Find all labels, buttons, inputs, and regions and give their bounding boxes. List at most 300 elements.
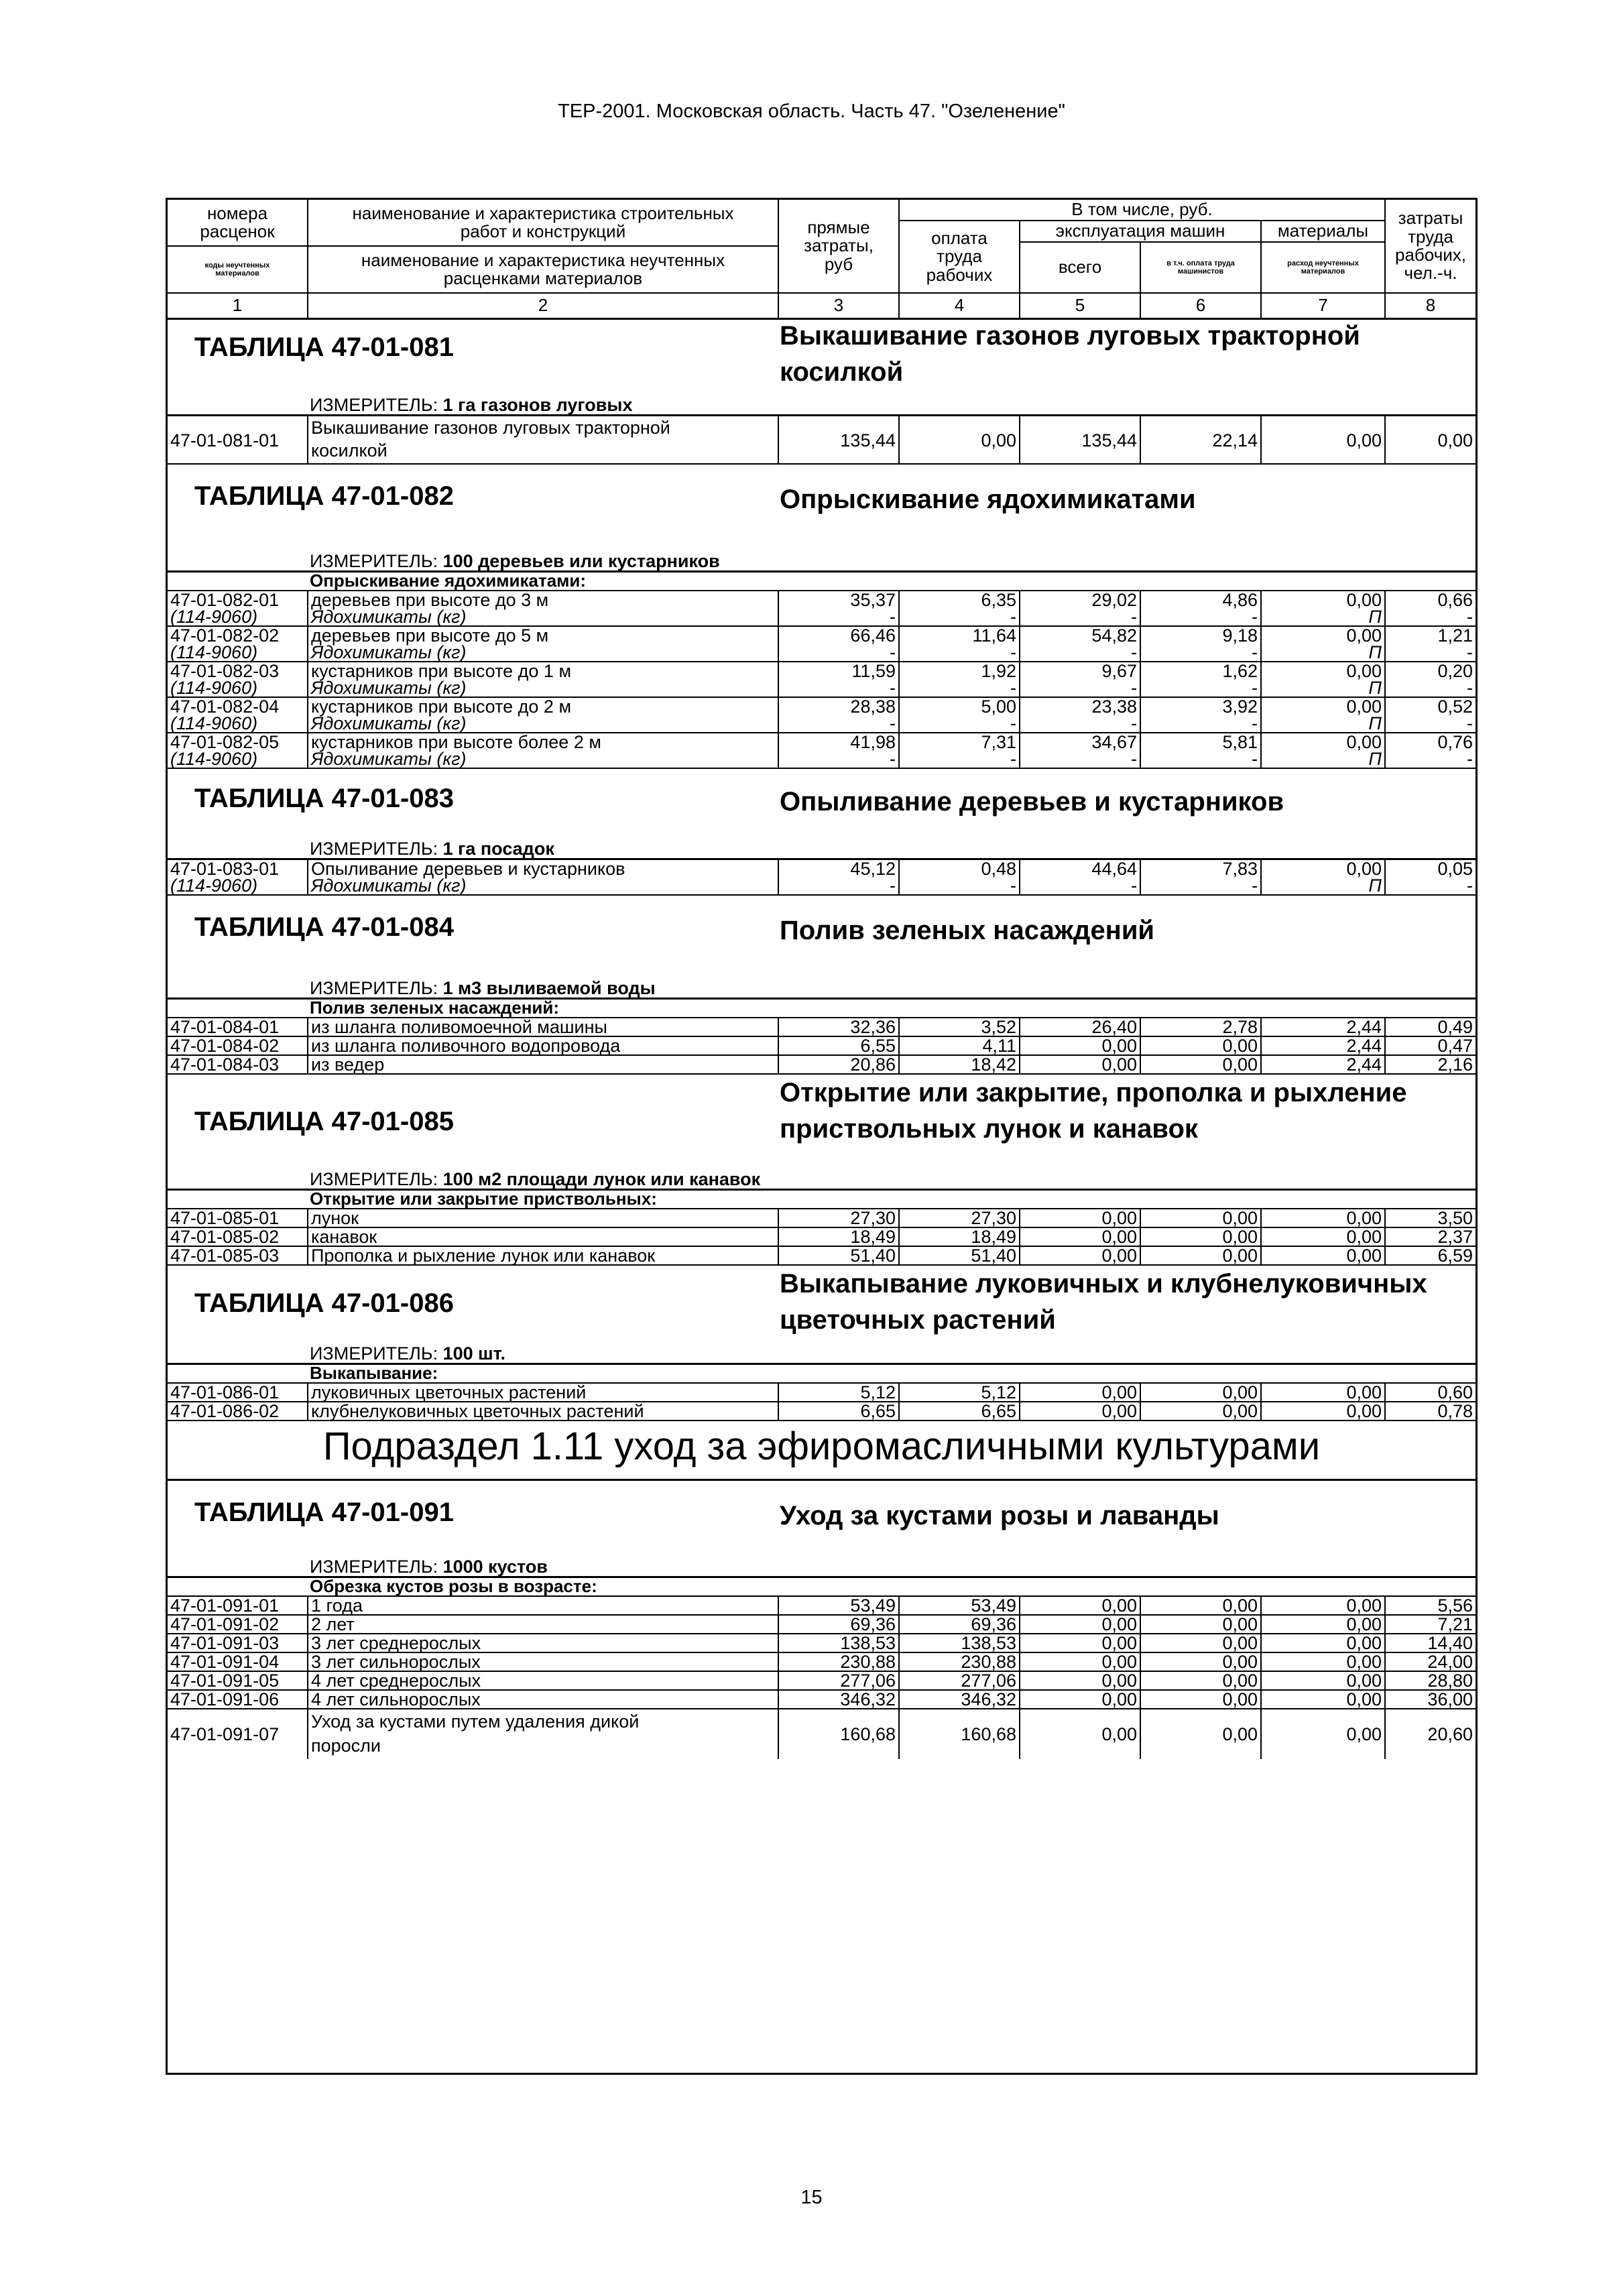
materials-material: П xyxy=(1368,642,1382,662)
labor-pay: 6,65 xyxy=(900,1402,1020,1420)
measure-value: 1 га посадок xyxy=(442,839,554,859)
labor-hours: 24,00 xyxy=(1427,1652,1473,1672)
column-number: 6 xyxy=(1141,294,1262,318)
machines-total: 0,00 xyxy=(1020,1709,1141,1759)
rate-code: 47-01-086-02 xyxy=(168,1402,308,1420)
materials: 0,00 xyxy=(1262,1616,1386,1633)
measure-label: ИЗМЕРИТЕЛЬ: xyxy=(310,839,438,859)
labor-hours: 2,16 xyxy=(1437,1054,1473,1075)
operator-pay: 0,00 xyxy=(1141,1597,1262,1614)
labor-pay: 5,00 xyxy=(981,697,1016,717)
table-code: ТАБЛИЦА 47-01-084 xyxy=(194,912,454,942)
header-material-name xyxy=(308,247,779,294)
rate-description: из шланга поливочного водопровода xyxy=(308,1037,779,1054)
labor-pay: 0,48 xyxy=(981,859,1016,879)
header-text: в т.ч. оплата труда xyxy=(1166,259,1235,267)
materials: 0,00 xyxy=(1346,697,1382,717)
direct-costs: 27,30 xyxy=(779,1209,900,1227)
machines-total: 29,02 xyxy=(1091,590,1137,610)
table-name xyxy=(780,1266,1450,1338)
header-text: номера xyxy=(206,202,268,223)
measure-label: ИЗМЕРИТЕЛЬ: xyxy=(310,395,438,415)
rate-code: 47-01-086-01 xyxy=(168,1384,308,1401)
table-row xyxy=(168,1616,1476,1634)
direct-costs-cell xyxy=(779,627,900,661)
column-number: 8 xyxy=(1425,295,1436,316)
labor-hours-material: - xyxy=(1467,678,1473,698)
table-header xyxy=(168,200,1476,320)
table-name-line: косилкой xyxy=(780,357,904,387)
labor-pay-material: - xyxy=(1010,678,1016,698)
table-row xyxy=(168,1634,1476,1653)
operator-pay-material: - xyxy=(1252,678,1258,698)
header-material-codes xyxy=(168,247,308,294)
rate-code: 47-01-091-03 xyxy=(168,1634,308,1652)
column-number: 2 xyxy=(308,294,779,318)
measure-value: 100 м2 площади лунок или канавок xyxy=(442,1169,761,1189)
machines-total: 26,40 xyxy=(1020,1018,1141,1036)
table-row xyxy=(168,1672,1476,1691)
table-row xyxy=(168,1056,1476,1075)
table-name-line: Выкапывание луковичных и клубнелуковичных xyxy=(780,1269,1427,1298)
operator-pay: 0,00 xyxy=(1141,1056,1262,1073)
table-name-line: цветочных растений xyxy=(780,1305,1056,1335)
header-text: эксплуатация машин xyxy=(1055,221,1225,241)
table-name xyxy=(780,1075,1450,1147)
rate-description: Опыливание деревьев и кустарников xyxy=(311,859,625,879)
operator-pay-cell xyxy=(1141,591,1262,625)
labor-pay-material: - xyxy=(1010,749,1016,769)
table-name: Опрыскивание ядохимикатами xyxy=(780,485,1196,514)
column-number: 4 xyxy=(900,294,1020,318)
direct-costs: 51,40 xyxy=(779,1247,900,1264)
subsection-title: Подраздел 1.11 уход за эфиромасличными культурами xyxy=(322,1425,1321,1468)
table-row xyxy=(168,416,1476,465)
header-text: труда xyxy=(1408,226,1453,247)
rate-code: 47-01-091-05 xyxy=(168,1672,308,1689)
operator-pay-material: - xyxy=(1252,713,1258,733)
materials: 0,00 xyxy=(1262,1597,1386,1614)
rate-code: 47-01-082-03 xyxy=(170,661,280,681)
header-text: материалы xyxy=(1277,221,1369,241)
operator-pay: 7,83 xyxy=(1222,859,1258,879)
table-section-083 xyxy=(168,769,1476,860)
direct-costs-cell xyxy=(779,733,900,768)
materials: 0,00 xyxy=(1262,1709,1386,1759)
labor-pay: 6,35 xyxy=(981,590,1016,610)
rates-table xyxy=(166,198,1478,2075)
labor-hours: 36,00 xyxy=(1427,1689,1473,1709)
labor-pay: 51,40 xyxy=(900,1247,1020,1264)
rate-code-cell xyxy=(168,591,308,625)
direct-costs: 45,12 xyxy=(850,859,896,879)
material-code: (114-9060) xyxy=(170,749,258,769)
operator-pay: 0,00 xyxy=(1141,1709,1262,1759)
labor-pay: 53,49 xyxy=(900,1597,1020,1614)
header-text: рабочих, xyxy=(1395,245,1466,265)
operator-pay: 0,00 xyxy=(1141,1634,1262,1652)
operator-pay: 0,00 xyxy=(1141,1037,1262,1054)
header-text: всего xyxy=(1058,257,1102,278)
materials: 0,00 xyxy=(1346,625,1382,646)
desc-line: Уход за кустами путем удаления дикой xyxy=(311,1711,640,1732)
labor-pay: 18,49 xyxy=(900,1228,1020,1246)
header-text: расход неучтенных xyxy=(1287,259,1359,267)
rate-code-cell xyxy=(168,733,308,768)
direct-costs: 277,06 xyxy=(779,1672,900,1689)
machines-total-material: - xyxy=(1131,678,1137,698)
labor-hours-cell xyxy=(1386,662,1476,697)
subgroup-label: Выкапывание: xyxy=(310,1363,438,1383)
rate-description: деревьев при высоте до 3 м xyxy=(311,590,549,610)
measure-label: ИЗМЕРИТЕЛЬ: xyxy=(310,551,438,571)
rate-description-cell xyxy=(308,627,779,661)
operator-pay: 22,14 xyxy=(1141,416,1262,463)
header-text: материалов xyxy=(1301,267,1345,276)
rate-description-cell xyxy=(308,860,779,894)
rate-description: 1 года xyxy=(308,1597,779,1614)
materials-material: П xyxy=(1368,875,1382,896)
table-code: ТАБЛИЦА 47-01-083 xyxy=(194,784,454,813)
measure-unit xyxy=(310,1169,760,1190)
measure-label: ИЗМЕРИТЕЛЬ: xyxy=(310,1557,438,1577)
rate-code-cell xyxy=(168,662,308,697)
labor-pay-material: - xyxy=(1010,713,1016,733)
rate-description: 4 лет сильнорослых xyxy=(308,1691,779,1708)
labor-pay-material: - xyxy=(1010,875,1016,896)
header-labor-hours xyxy=(1386,200,1476,294)
materials: 0,00 xyxy=(1346,859,1382,879)
direct-costs: 28,38 xyxy=(850,697,896,717)
table-row xyxy=(168,860,1476,896)
operator-pay: 0,00 xyxy=(1141,1653,1262,1671)
rate-code: 47-01-082-02 xyxy=(170,625,280,646)
materials-material: П xyxy=(1368,678,1382,698)
rate-code: 47-01-081-01 xyxy=(168,416,308,463)
desc-line: поросли xyxy=(311,1736,381,1756)
subsection-heading xyxy=(168,1421,1476,1481)
header-text: рабочих xyxy=(926,264,993,285)
measure-unit xyxy=(310,551,720,572)
header-text: чел.-ч. xyxy=(1404,263,1457,284)
table-section-086 xyxy=(168,1266,1476,1365)
labor-hours-material: - xyxy=(1467,607,1473,627)
direct-costs-cell xyxy=(779,698,900,732)
table-name-line: приствольных лунок и канавок xyxy=(780,1114,1198,1144)
material-code: (114-9060) xyxy=(170,642,258,662)
operator-pay: 0,00 xyxy=(1141,1402,1262,1420)
labor-hours: 0,76 xyxy=(1437,732,1473,752)
table-code: ТАБЛИЦА 47-01-086 xyxy=(194,1288,454,1318)
labor-pay: 1,92 xyxy=(981,661,1016,681)
direct-costs: 5,12 xyxy=(779,1384,900,1401)
table-code: ТАБЛИЦА 47-01-082 xyxy=(194,481,454,511)
column-number: 7 xyxy=(1262,294,1386,318)
labor-pay: 160,68 xyxy=(900,1709,1020,1759)
header-text: коды неучтенных xyxy=(204,261,270,269)
machines-total: 0,00 xyxy=(1020,1056,1141,1073)
rate-description: 4 лет среднерослых xyxy=(308,1672,779,1689)
rate-description: луковичных цветочных растений xyxy=(308,1384,779,1401)
measure-label: ИЗМЕРИТЕЛЬ: xyxy=(310,1169,438,1189)
measure-label: ИЗМЕРИТЕЛЬ: xyxy=(310,1343,438,1364)
header-direct-costs xyxy=(779,200,900,294)
direct-costs: 41,98 xyxy=(850,732,896,752)
header-including xyxy=(900,200,1386,221)
labor-hours: 0,78 xyxy=(1437,1401,1473,1421)
rate-description: канавок xyxy=(308,1228,779,1246)
labor-hours-material: - xyxy=(1467,749,1473,769)
machines-total-cell xyxy=(1020,591,1141,625)
machines-total: 0,00 xyxy=(1020,1037,1141,1054)
labor-hours: 0,52 xyxy=(1437,697,1473,717)
machines-total: 23,38 xyxy=(1091,697,1137,717)
machines-total-cell xyxy=(1020,662,1141,697)
labor-hours: 28,80 xyxy=(1427,1671,1473,1691)
direct-costs-material: - xyxy=(890,875,896,896)
direct-costs: 35,37 xyxy=(850,590,896,610)
header-text: В том числе, руб. xyxy=(1071,199,1213,220)
rate-description: 2 лет xyxy=(308,1616,779,1633)
machines-total: 0,00 xyxy=(1020,1384,1141,1401)
rate-code-cell xyxy=(168,627,308,661)
header-text: оплата xyxy=(931,228,987,249)
column-number: 1 xyxy=(168,294,308,318)
materials: 0,00 xyxy=(1262,1247,1386,1264)
operator-pay: 1,62 xyxy=(1222,661,1258,681)
rate-description: 3 лет сильнорослых xyxy=(308,1653,779,1671)
desc-line: косилкой xyxy=(311,440,387,461)
rate-code: 47-01-085-02 xyxy=(168,1228,308,1246)
materials: 0,00 xyxy=(1262,1634,1386,1652)
rate-code: 47-01-082-01 xyxy=(170,590,280,610)
labor-hours-cell xyxy=(1386,591,1476,625)
table-name xyxy=(780,318,1450,390)
table-section-082 xyxy=(168,465,1476,572)
labor-pay: 4,11 xyxy=(900,1037,1020,1054)
materials: 0,00 xyxy=(1262,1691,1386,1708)
materials: 0,00 xyxy=(1262,1228,1386,1246)
labor-hours: 0,47 xyxy=(1437,1036,1473,1056)
machines-total: 0,00 xyxy=(1020,1691,1141,1708)
measure-value: 1000 кустов xyxy=(442,1557,548,1577)
rate-code-cell xyxy=(168,860,308,894)
header-text: труда xyxy=(937,246,982,267)
direct-costs: 138,53 xyxy=(779,1634,900,1652)
direct-costs: 32,36 xyxy=(779,1018,900,1036)
operator-pay: 9,18 xyxy=(1222,625,1258,646)
operator-pay-material: - xyxy=(1252,875,1258,896)
labor-hours: 0,05 xyxy=(1437,859,1473,879)
direct-costs: 6,55 xyxy=(779,1037,900,1054)
page-header: ТЕР-2001. Московская область. Часть 47. "Озеленение" xyxy=(558,101,1065,122)
header-text: наименование и характеристика строительных xyxy=(352,202,734,223)
subgroup-heading xyxy=(168,1578,1476,1597)
table-row xyxy=(168,1384,1476,1402)
table-row xyxy=(168,698,1476,733)
header-text: прямые xyxy=(807,217,870,238)
machines-total-material: - xyxy=(1131,607,1137,627)
labor-pay-material: - xyxy=(1010,607,1016,627)
materials-cell xyxy=(1262,591,1386,625)
labor-hours: 7,21 xyxy=(1437,1614,1473,1634)
machines-total: 0,00 xyxy=(1020,1653,1141,1671)
labor-hours: 3,50 xyxy=(1437,1208,1473,1228)
measure-value: 100 деревьев или кустарников xyxy=(442,551,720,571)
labor-pay-material: - xyxy=(1010,642,1016,662)
header-text: материалов xyxy=(215,269,259,278)
rate-description: кустарников при высоте более 2 м xyxy=(311,732,601,752)
labor-hours: 0,66 xyxy=(1437,590,1473,610)
material-name: Ядохимикаты (кг) xyxy=(311,607,467,627)
labor-hours-material: - xyxy=(1467,642,1473,662)
table-code: ТАБЛИЦА 47-01-081 xyxy=(194,333,454,362)
machines-total: 0,00 xyxy=(1020,1634,1141,1652)
labor-hours-material: - xyxy=(1467,875,1473,896)
table-name: Уход за кустами розы и лаванды xyxy=(780,1501,1219,1530)
materials: 0,00 xyxy=(1262,416,1386,463)
table-row xyxy=(168,1247,1476,1266)
labor-hours: 5,56 xyxy=(1437,1595,1473,1616)
machines-total: 0,00 xyxy=(1020,1402,1141,1420)
rate-code: 47-01-082-04 xyxy=(170,697,280,717)
header-text: работ и конструкций xyxy=(460,221,626,241)
materials-cell xyxy=(1262,698,1386,732)
rate-description xyxy=(308,1709,779,1759)
materials: 0,00 xyxy=(1346,732,1382,752)
direct-costs: 6,65 xyxy=(779,1402,900,1420)
operator-pay: 5,81 xyxy=(1222,732,1258,752)
machines-total: 0,00 xyxy=(1020,1616,1141,1633)
direct-costs: 160,68 xyxy=(779,1709,900,1759)
direct-costs: 11,59 xyxy=(851,661,896,681)
labor-pay-cell xyxy=(900,627,1020,661)
header-materials xyxy=(1262,221,1386,243)
table-row xyxy=(168,1597,1476,1616)
direct-costs: 18,49 xyxy=(779,1228,900,1246)
direct-costs: 230,88 xyxy=(779,1653,900,1671)
header-text: машинистов xyxy=(1177,267,1224,276)
operator-pay: 3,92 xyxy=(1222,697,1258,717)
machines-total-material: - xyxy=(1131,713,1137,733)
labor-pay: 7,31 xyxy=(981,732,1016,752)
subgroup-heading xyxy=(168,572,1476,591)
header-machines xyxy=(1020,221,1262,243)
measure-unit xyxy=(310,1557,548,1577)
labor-hours-cell xyxy=(1386,860,1476,894)
material-code: (114-9060) xyxy=(170,875,258,896)
materials-cell xyxy=(1262,860,1386,894)
materials-cell xyxy=(1262,627,1386,661)
labor-hours: 0,00 xyxy=(1437,430,1473,450)
header-text: затраты, xyxy=(804,235,874,256)
operator-pay: 2,78 xyxy=(1141,1018,1262,1036)
material-code: (114-9060) xyxy=(170,607,258,627)
table-row xyxy=(168,591,1476,627)
header-rate-number xyxy=(168,200,308,247)
material-name: Ядохимикаты (кг) xyxy=(311,875,467,896)
measure-value: 1 м3 выливаемой воды xyxy=(442,978,656,998)
material-name: Ядохимикаты (кг) xyxy=(311,642,467,662)
table-row xyxy=(168,662,1476,698)
operator-pay: 0,00 xyxy=(1141,1616,1262,1633)
direct-costs-cell xyxy=(779,662,900,697)
table-row xyxy=(168,1691,1476,1709)
rate-code: 47-01-084-01 xyxy=(168,1018,308,1036)
direct-costs: 69,36 xyxy=(779,1616,900,1633)
labor-hours: 0,20 xyxy=(1437,661,1473,681)
operator-pay-material: - xyxy=(1252,749,1258,769)
direct-costs-cell xyxy=(779,860,900,894)
labor-pay-cell xyxy=(900,860,1020,894)
rate-description: клубнелуковичных цветочных растений xyxy=(308,1402,779,1420)
materials: 0,00 xyxy=(1346,661,1382,681)
rate-code: 47-01-085-03 xyxy=(168,1247,308,1264)
labor-hours: 0,49 xyxy=(1437,1017,1473,1037)
direct-costs: 20,86 xyxy=(779,1056,900,1073)
operator-pay: 0,00 xyxy=(1141,1672,1262,1689)
direct-costs-material: - xyxy=(890,713,896,733)
header-text: руб xyxy=(824,253,853,274)
rate-code-cell xyxy=(168,698,308,732)
rate-description xyxy=(308,416,779,463)
labor-pay: 230,88 xyxy=(900,1653,1020,1671)
rate-description: Прополка и рыхление лунок или канавок xyxy=(308,1247,779,1264)
operator-pay-cell xyxy=(1141,698,1262,732)
table-row xyxy=(168,1018,1476,1037)
labor-pay: 18,42 xyxy=(900,1056,1020,1073)
table-code: ТАБЛИЦА 47-01-085 xyxy=(194,1107,454,1136)
table-name-line: Открытие или закрытие, прополка и рыхление xyxy=(780,1078,1407,1107)
table-section-081 xyxy=(168,318,1476,416)
direct-costs-material: - xyxy=(890,642,896,662)
rate-description-cell xyxy=(308,591,779,625)
labor-hours-material: - xyxy=(1467,713,1473,733)
materials: 2,44 xyxy=(1262,1056,1386,1073)
operator-pay: 0,00 xyxy=(1141,1384,1262,1401)
rate-description-cell xyxy=(308,733,779,768)
page-number: 15 xyxy=(800,2187,823,2208)
operator-pay: 0,00 xyxy=(1141,1209,1262,1227)
measure-unit xyxy=(310,395,632,416)
rate-code: 47-01-083-01 xyxy=(170,859,280,879)
machines-total: 135,44 xyxy=(1020,416,1141,463)
measure-value: 1 га газонов луговых xyxy=(442,395,633,415)
table-section-084 xyxy=(168,896,1476,1000)
labor-hours: 1,21 xyxy=(1437,625,1473,646)
rate-description: кустарников при высоте до 2 м xyxy=(311,697,572,717)
machines-total: 0,00 xyxy=(1020,1228,1141,1246)
direct-costs-material: - xyxy=(890,607,896,627)
machines-total: 0,00 xyxy=(1020,1209,1141,1227)
materials: 0,00 xyxy=(1262,1384,1386,1401)
operator-pay: 0,00 xyxy=(1141,1691,1262,1708)
direct-costs-material: - xyxy=(890,749,896,769)
rate-code: 47-01-082-05 xyxy=(170,732,280,752)
labor-hours: 20,60 xyxy=(1427,1724,1473,1744)
rate-description: кустарников при высоте до 1 м xyxy=(311,661,572,681)
measure-unit xyxy=(310,978,656,999)
labor-hours: 6,59 xyxy=(1437,1246,1473,1266)
direct-costs-cell xyxy=(779,591,900,625)
header-text: расценок xyxy=(200,221,275,241)
machines-total-cell xyxy=(1020,733,1141,768)
direct-costs: 135,44 xyxy=(779,416,900,463)
machines-total: 0,00 xyxy=(1020,1597,1141,1614)
labor-pay: 11,64 xyxy=(972,625,1016,646)
table-row xyxy=(168,733,1476,769)
labor-hours-cell xyxy=(1386,733,1476,768)
